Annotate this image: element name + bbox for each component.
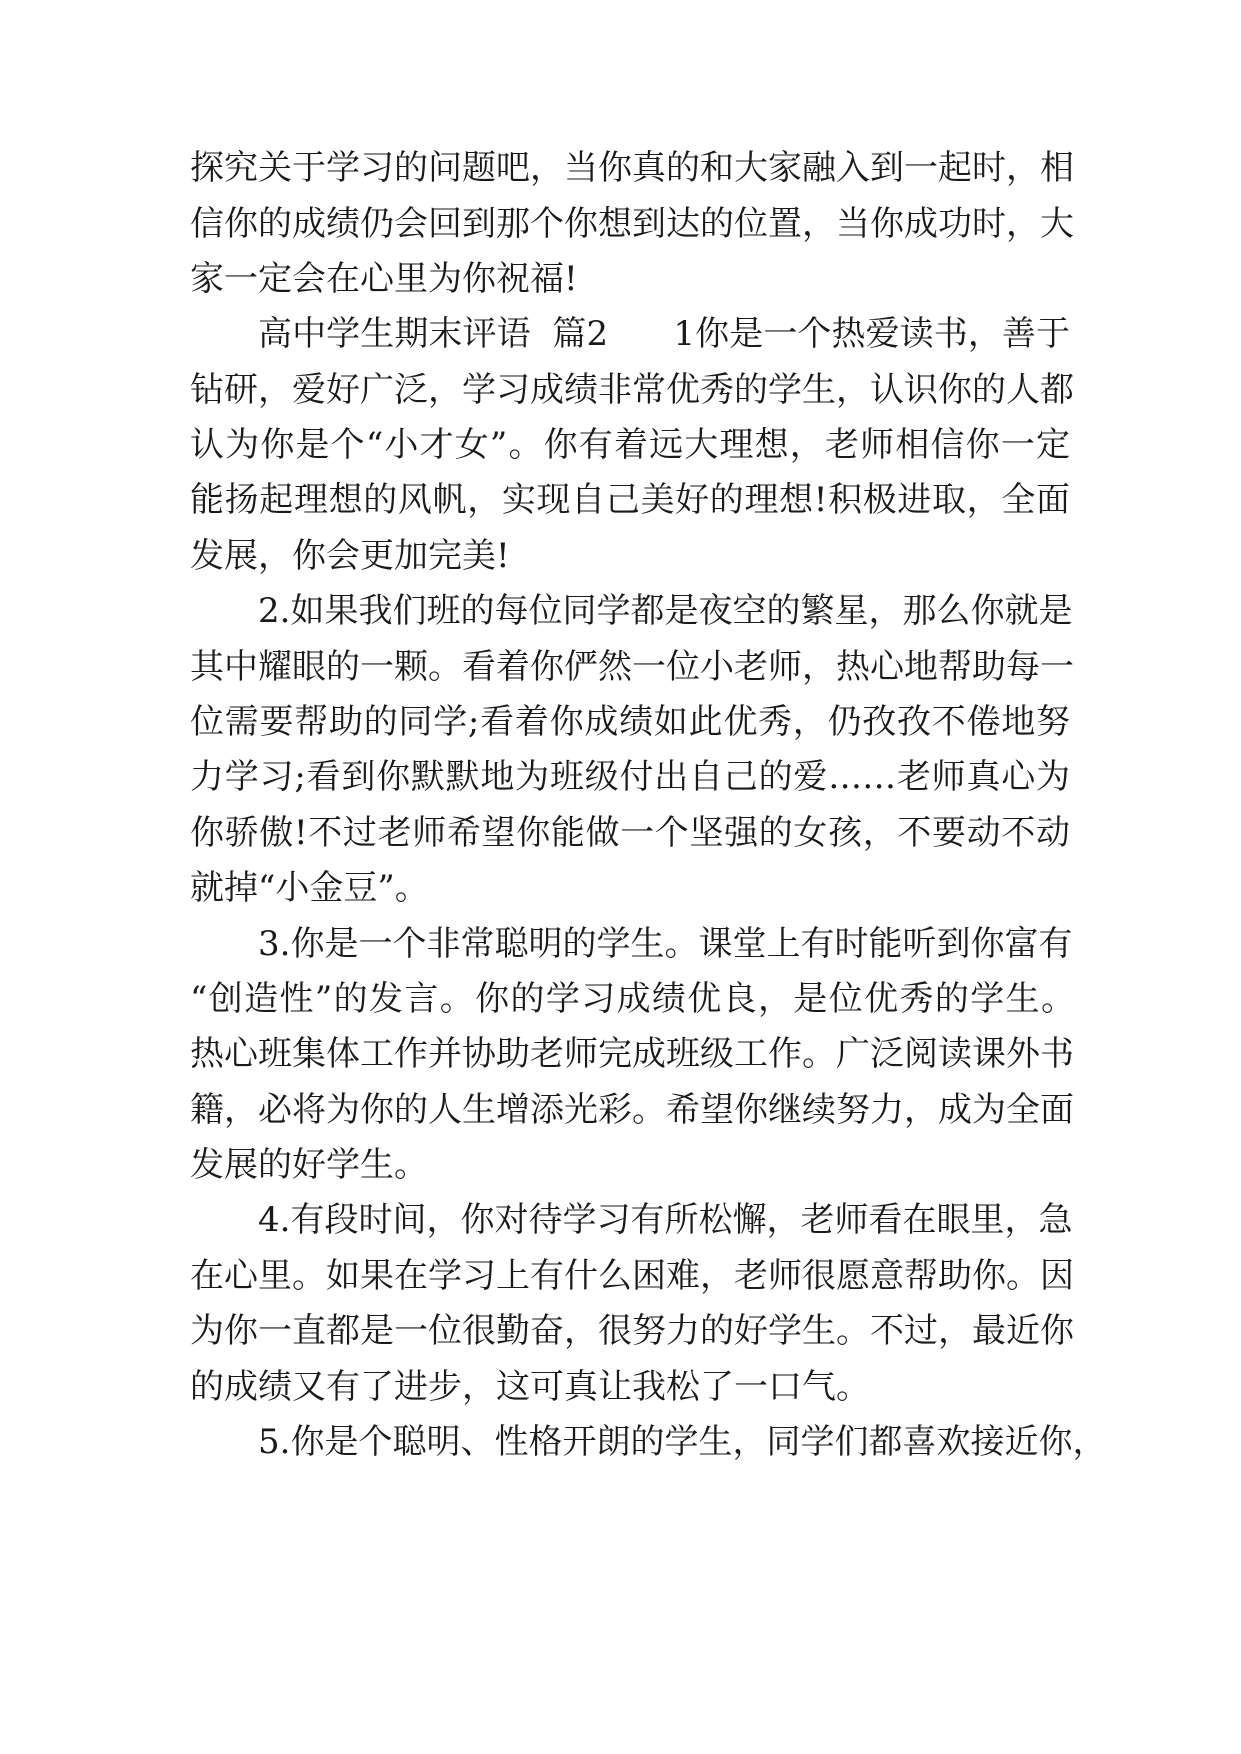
text-line: 位需要帮助的同学;看着你成绩如此优秀，仍孜孜不倦地努	[190, 702, 1070, 742]
text-line: 能扬起理想的风帆，实现自己美好的理想!积极进取，全面	[190, 480, 1070, 520]
text-line: 发展的好学生。	[190, 1145, 428, 1185]
text-line: 高中学生期末评语 篇2 1你是一个热爱读书，善于	[258, 314, 1070, 354]
text-line: 其中耀眼的一颗。看着你俨然一位小老师，热心地帮助每一	[190, 647, 1074, 687]
text-line: 信你的成绩仍会回到那个你想到达的位置，当你成功时，大	[190, 204, 1074, 244]
text-line: 在心里。如果在学习上有什么困难，老师很愿意帮助你。因	[190, 1256, 1074, 1296]
text-line: 为你一直都是一位很勤奋，很努力的好学生。不过，最近你	[190, 1311, 1074, 1351]
text-line: 认为你是个“小才女”。你有着远大理想，老师相信你一定	[190, 425, 1070, 465]
text-line: 家一定会在心里为你祝福!	[190, 259, 578, 299]
text-line: 力学习;看到你默默地为班级付出自己的爱……老师真心为	[190, 757, 1070, 797]
text-line: 发展，你会更加完美!	[190, 536, 510, 576]
text-line: 的成绩又有了进步，这可真让我松了一口气。	[190, 1367, 870, 1407]
text-line: 5.你是个聪明、性格开朗的学生，同学们都喜欢接近你，	[258, 1422, 1107, 1462]
text-line: “创造性”的发言。你的学习成绩优良，是位优秀的学生。	[190, 979, 1075, 1019]
text-line: 就掉“小金豆”。	[190, 868, 429, 908]
text-line: 2.如果我们班的每位同学都是夜空的繁星，那么你就是	[258, 591, 1073, 631]
text-line: 钻研，爱好广泛，学习成绩非常优秀的学生，认识你的人都	[190, 370, 1074, 410]
text-line: 探究关于学习的问题吧，当你真的和大家融入到一起时，相	[190, 148, 1074, 188]
text-line: 你骄傲!不过老师希望你能做一个坚强的女孩，不要动不动	[190, 813, 1070, 853]
text-line: 3.你是一个非常聪明的学生。课堂上有时能听到你富有	[258, 924, 1073, 964]
text-line: 籍，必将为你的人生增添光彩。希望你继续努力，成为全面	[190, 1090, 1074, 1130]
text-line: 热心班集体工作并协助老师完成班级工作。广泛阅读课外书	[190, 1034, 1074, 1074]
text-line: 4.有段时间，你对待学习有所松懈，老师看在眼里，急	[258, 1200, 1073, 1240]
